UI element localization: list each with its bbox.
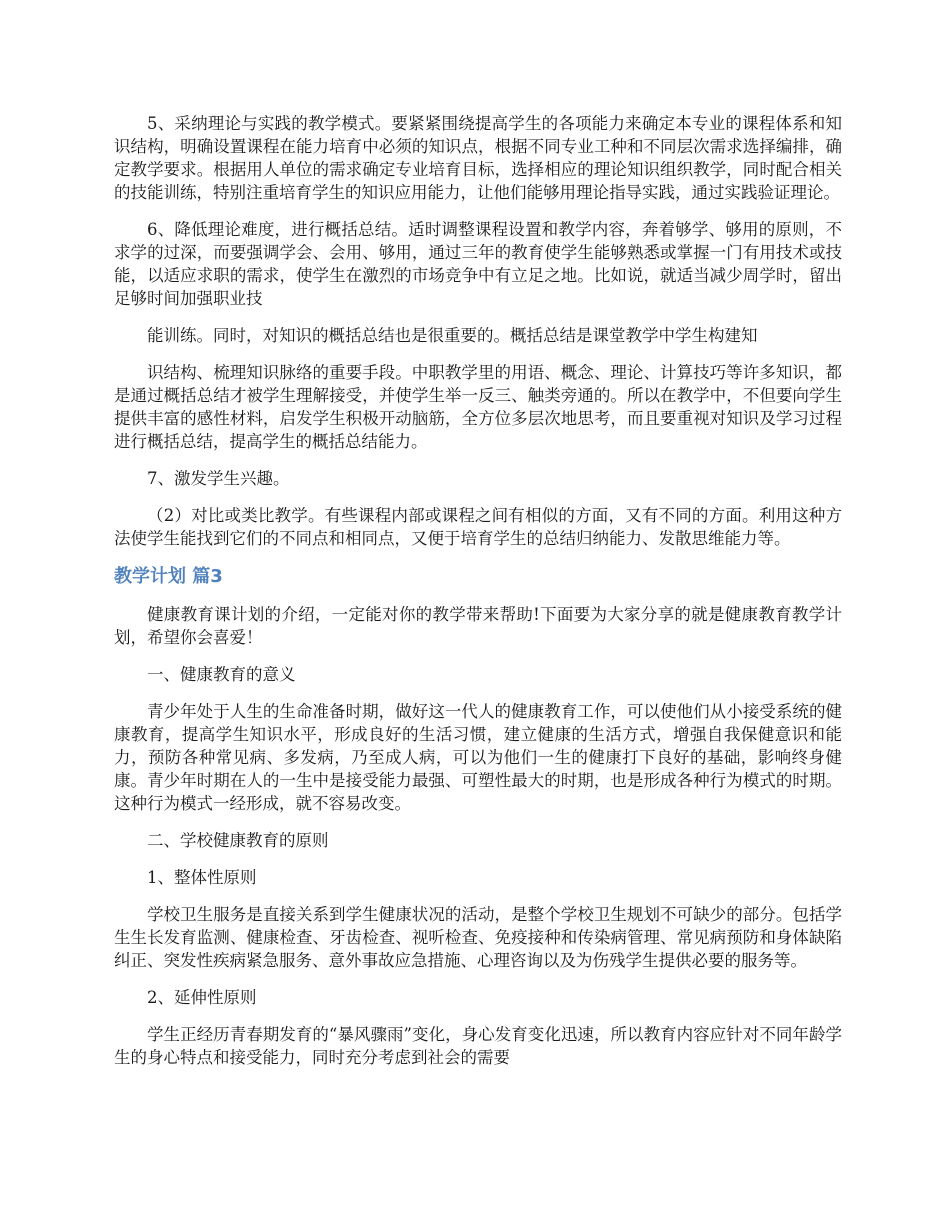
subheading-health-meaning: 一、健康教育的意义 [147, 665, 296, 684]
subheading-school-principles: 二、学校健康教育的原则 [147, 831, 329, 850]
subheading-integrity-principle: 1、整体性原则 [147, 868, 257, 887]
paragraph-7-interest: 7、激发学生兴趣。 [147, 469, 290, 488]
paragraph-5-teaching-mode: 5、采纳理论与实践的教学模式。要紧紧围绕提高学生的各项能力来确定本专业的课程体系和知识结构，明确设置课程在能力培育中必须的知识点，根据不同专业工种和不同层次需求选择编排，确定教学要求。根据用人单位的需求确定专业培育目标，选择相应的理论知识组织教学，同时配合相关的技能训练，特别注重培育学生的知识应用能力，让他们能够用理论指导实践，通过实践验证理论。 [114, 114, 842, 202]
paragraph-6-reduce-difficulty: 6、降低理论难度，进行概括总结。适时调整课程设置和教学内容，奔着够学、够用的原则，不求学的过深，而要强调学会、会用、够用，通过三年的教育使学生能够熟悉或掌握一门有用技术或技能，以适应求职的需求，使学生在激烈的市场竞争中有立足之地。比如说，就适当减少周学时，留出足够时间加强职业技 [114, 220, 842, 308]
paragraph-school-health-services: 学校卫生服务是直接关系到学生健康状况的活动，是整个学校卫生规划不可缺少的部分。包括学生生长发育监测、健康检查、牙齿检查、视听检查、免疫接种和传染病管理、常见病预防和身体缺陷纠正、突发性疾病紧急服务、意外事故应急措施、心理咨询以及为伤残学生提供必要的服务等。 [114, 905, 842, 970]
paragraph-adolescence: 学生正经历青春期发育的“暴风骤雨”变化，身心发育变化迅速，所以教育内容应针对不同年龄学生的身心特点和接受能力，同时充分考虑到社会的需要 [114, 1025, 842, 1067]
subheading-extension-principle: 2、延伸性原则 [147, 988, 257, 1007]
paragraph-comparison-teaching: （2）对比或类比教学。有些课程内部或课程之间有相似的方面，又有不同的方面。利用这种方法使学生能找到它们的不同点和相同点，又便于培育学生的总结归纳能力、发散思维能力等。 [114, 506, 842, 548]
section-heading-plan-3: 教学计划 篇3 [114, 566, 223, 587]
paragraph-skill-training: 能训练。同时，对知识的概括总结也是很重要的。概括总结是课堂教学中学生构建知 [147, 326, 758, 345]
paragraph-health-intro: 健康教育课计划的介绍，一定能对你的教学带来帮助!下面要为大家分享的就是健康教育教学计划，希望你会喜爱！ [114, 605, 842, 647]
paragraph-youth-health: 青少年处于人生的生命准备时期，做好这一代人的健康教育工作，可以使他们从小接受系统的健康教育，提高学生知识水平，形成良好的生活习惯，建立健康的生活方式，增强自我保健意识和能力，预防各种常见病、多发病，乃至成人病，可以为他们一生的健康打下良好的基础，影响终身健康。青少年时期在人的一生中是接受能力最强、可塑性最大的时期，也是形成各种行为模式的时期。这种行为模式一经形成，就不容易改变。 [114, 702, 842, 813]
paragraph-knowledge-structure: 识结构、梳理知识脉络的重要手段。中职教学里的用语、概念、理论、计算技巧等许多知识，都是通过概括总结才被学生理解接受，并使学生举一反三、触类旁通的。所以在教学中，不但要向学生提供丰富的感性材料，启发学生积极开动脑筋，全方位多层次地思考，而且要重视对知识及学习过程进行概括总结，提高学生的概括总结能力。 [114, 363, 842, 451]
document-page [114, 112, 842, 1083]
